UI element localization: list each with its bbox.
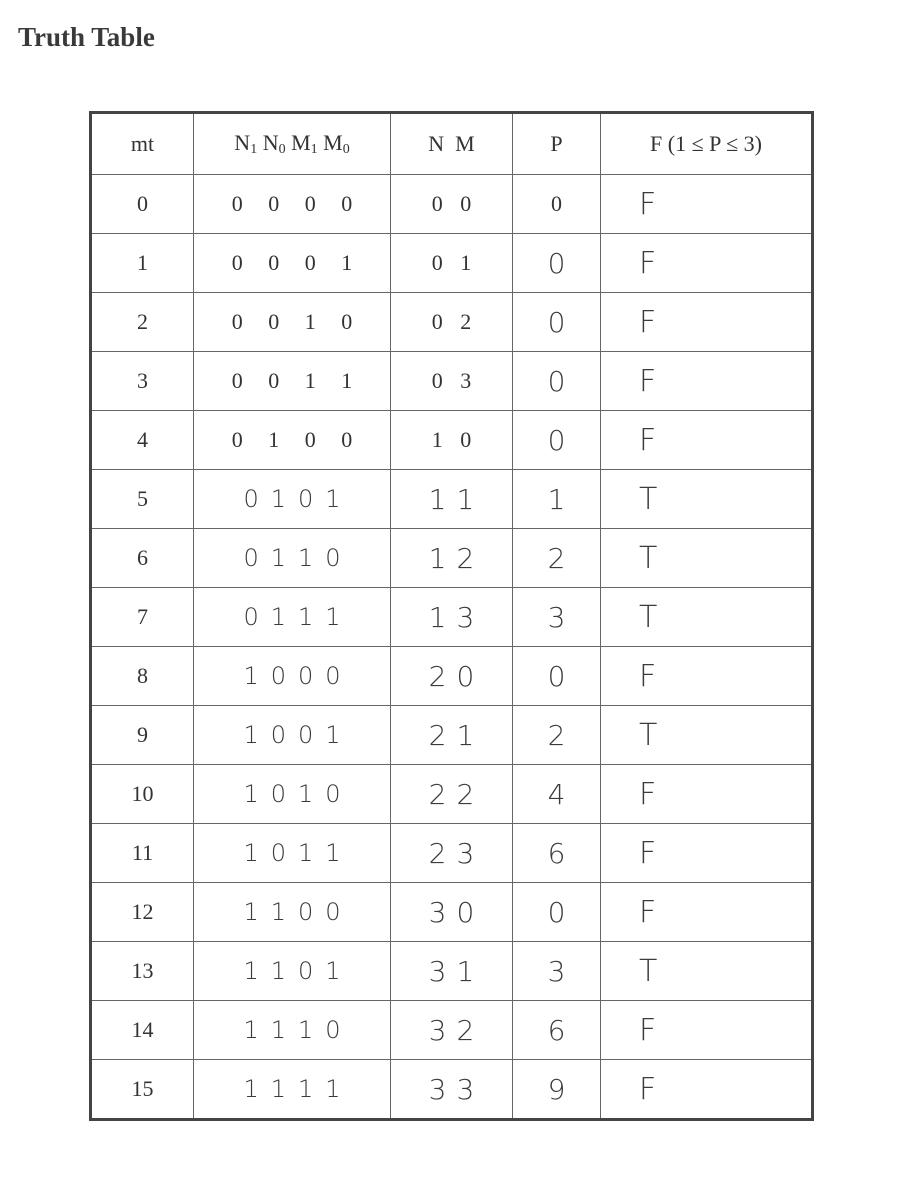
n1-label: $N_1$ bbox=[234, 130, 258, 157]
table-row bbox=[91, 175, 813, 234]
table-row bbox=[91, 234, 813, 293]
cell-p: 2 bbox=[513, 529, 601, 588]
cell-inputs: 0101 bbox=[194, 470, 391, 529]
cell-mt: 8 bbox=[91, 647, 194, 706]
cell-mt: 15 bbox=[91, 1060, 194, 1120]
cell-inputs: 0 0 0 1 bbox=[194, 234, 391, 293]
table-row bbox=[91, 529, 813, 588]
page-title: Truth Table bbox=[18, 22, 155, 52]
cell-inputs: 1111 bbox=[194, 1060, 391, 1120]
cell-f: F bbox=[601, 647, 813, 706]
cell-mt: 10 bbox=[91, 765, 194, 824]
cell-mt: 5 bbox=[91, 470, 194, 529]
cell-p: 6 bbox=[513, 1001, 601, 1060]
cell-f: F bbox=[601, 175, 813, 234]
cell-p: 0 bbox=[513, 234, 601, 293]
column-header-f: F (1 ≤ P ≤ 3) bbox=[601, 113, 813, 175]
column-header-mt: mt bbox=[91, 113, 194, 175]
cell-mt: 13 bbox=[91, 942, 194, 1001]
cell-nm: 21 bbox=[391, 706, 513, 765]
cell-mt: 1 bbox=[91, 234, 194, 293]
cell-inputs: 0 0 1 0 bbox=[194, 293, 391, 352]
table-row bbox=[91, 706, 813, 765]
table-row bbox=[91, 293, 813, 352]
cell-inputs: 0111 bbox=[194, 588, 391, 647]
table-row bbox=[91, 1060, 813, 1120]
cell-f: F bbox=[601, 234, 813, 293]
cell-nm: 11 bbox=[391, 470, 513, 529]
cell-nm: 0 3 bbox=[391, 352, 513, 411]
table-row bbox=[91, 647, 813, 706]
cell-inputs: 1100 bbox=[194, 883, 391, 942]
table-row bbox=[91, 588, 813, 647]
cell-p: 3 bbox=[513, 942, 601, 1001]
cell-f: F bbox=[601, 352, 813, 411]
cell-nm: 22 bbox=[391, 765, 513, 824]
cell-nm: 0 2 bbox=[391, 293, 513, 352]
table-row bbox=[91, 352, 813, 411]
cell-mt: 12 bbox=[91, 883, 194, 942]
cell-inputs: 0 0 0 0 bbox=[194, 175, 391, 234]
table-row bbox=[91, 942, 813, 1001]
cell-mt: 11 bbox=[91, 824, 194, 883]
cell-mt: 2 bbox=[91, 293, 194, 352]
cell-f: F bbox=[601, 883, 813, 942]
cell-mt: 3 bbox=[91, 352, 194, 411]
table-row bbox=[91, 765, 813, 824]
cell-f: F bbox=[601, 824, 813, 883]
cell-p: 3 bbox=[513, 588, 601, 647]
cell-f: F bbox=[601, 1001, 813, 1060]
cell-p: 0 bbox=[513, 647, 601, 706]
cell-inputs: 0 0 1 1 bbox=[194, 352, 391, 411]
m1-label: $M_1$ bbox=[291, 130, 318, 157]
cell-inputs: 1011 bbox=[194, 824, 391, 883]
cell-nm: 0 1 bbox=[391, 234, 513, 293]
cell-p: 0 bbox=[513, 883, 601, 942]
column-header-p: P bbox=[513, 113, 601, 175]
cell-inputs: 0110 bbox=[194, 529, 391, 588]
cell-p: 9 bbox=[513, 1060, 601, 1120]
cell-nm: 31 bbox=[391, 942, 513, 1001]
cell-f: F bbox=[601, 411, 813, 470]
cell-nm: 20 bbox=[391, 647, 513, 706]
cell-inputs: 1110 bbox=[194, 1001, 391, 1060]
cell-mt: 4 bbox=[91, 411, 194, 470]
table-row bbox=[91, 1001, 813, 1060]
cell-nm: 0 0 bbox=[391, 175, 513, 234]
cell-f: T bbox=[601, 588, 813, 647]
cell-f: T bbox=[601, 529, 813, 588]
cell-f: T bbox=[601, 470, 813, 529]
cell-nm: 1 0 bbox=[391, 411, 513, 470]
cell-inputs: 0 1 0 0 bbox=[194, 411, 391, 470]
cell-mt: 7 bbox=[91, 588, 194, 647]
cell-mt: 6 bbox=[91, 529, 194, 588]
table-row bbox=[91, 824, 813, 883]
cell-inputs: 1001 bbox=[194, 706, 391, 765]
cell-f: F bbox=[601, 1060, 813, 1120]
cell-f: F bbox=[601, 293, 813, 352]
table-row bbox=[91, 470, 813, 529]
cell-mt: 9 bbox=[91, 706, 194, 765]
column-header-nm: N M bbox=[391, 113, 513, 175]
cell-nm: 30 bbox=[391, 883, 513, 942]
cell-p: 0 bbox=[513, 175, 601, 234]
cell-nm: 12 bbox=[391, 529, 513, 588]
m0-label: $M_0$ bbox=[323, 130, 350, 157]
cell-nm: 32 bbox=[391, 1001, 513, 1060]
cell-p: 0 bbox=[513, 352, 601, 411]
n0-label: $N_0$ bbox=[262, 130, 286, 157]
table-header-row bbox=[91, 113, 813, 175]
cell-p: 0 bbox=[513, 293, 601, 352]
cell-p: 6 bbox=[513, 824, 601, 883]
cell-nm: 23 bbox=[391, 824, 513, 883]
cell-nm: 33 bbox=[391, 1060, 513, 1120]
cell-mt: 0 bbox=[91, 175, 194, 234]
cell-inputs: 1101 bbox=[194, 942, 391, 1001]
cell-inputs: 1000 bbox=[194, 647, 391, 706]
column-header-inputs bbox=[194, 113, 391, 175]
cell-p: 2 bbox=[513, 706, 601, 765]
table-row bbox=[91, 883, 813, 942]
cell-nm: 13 bbox=[391, 588, 513, 647]
truth-table bbox=[89, 111, 814, 1121]
table-row bbox=[91, 411, 813, 470]
cell-p: 0 bbox=[513, 411, 601, 470]
cell-p: 1 bbox=[513, 470, 601, 529]
cell-f: T bbox=[601, 706, 813, 765]
cell-f: T bbox=[601, 942, 813, 1001]
cell-p: 4 bbox=[513, 765, 601, 824]
cell-inputs: 1010 bbox=[194, 765, 391, 824]
cell-f: F bbox=[601, 765, 813, 824]
cell-mt: 14 bbox=[91, 1001, 194, 1060]
